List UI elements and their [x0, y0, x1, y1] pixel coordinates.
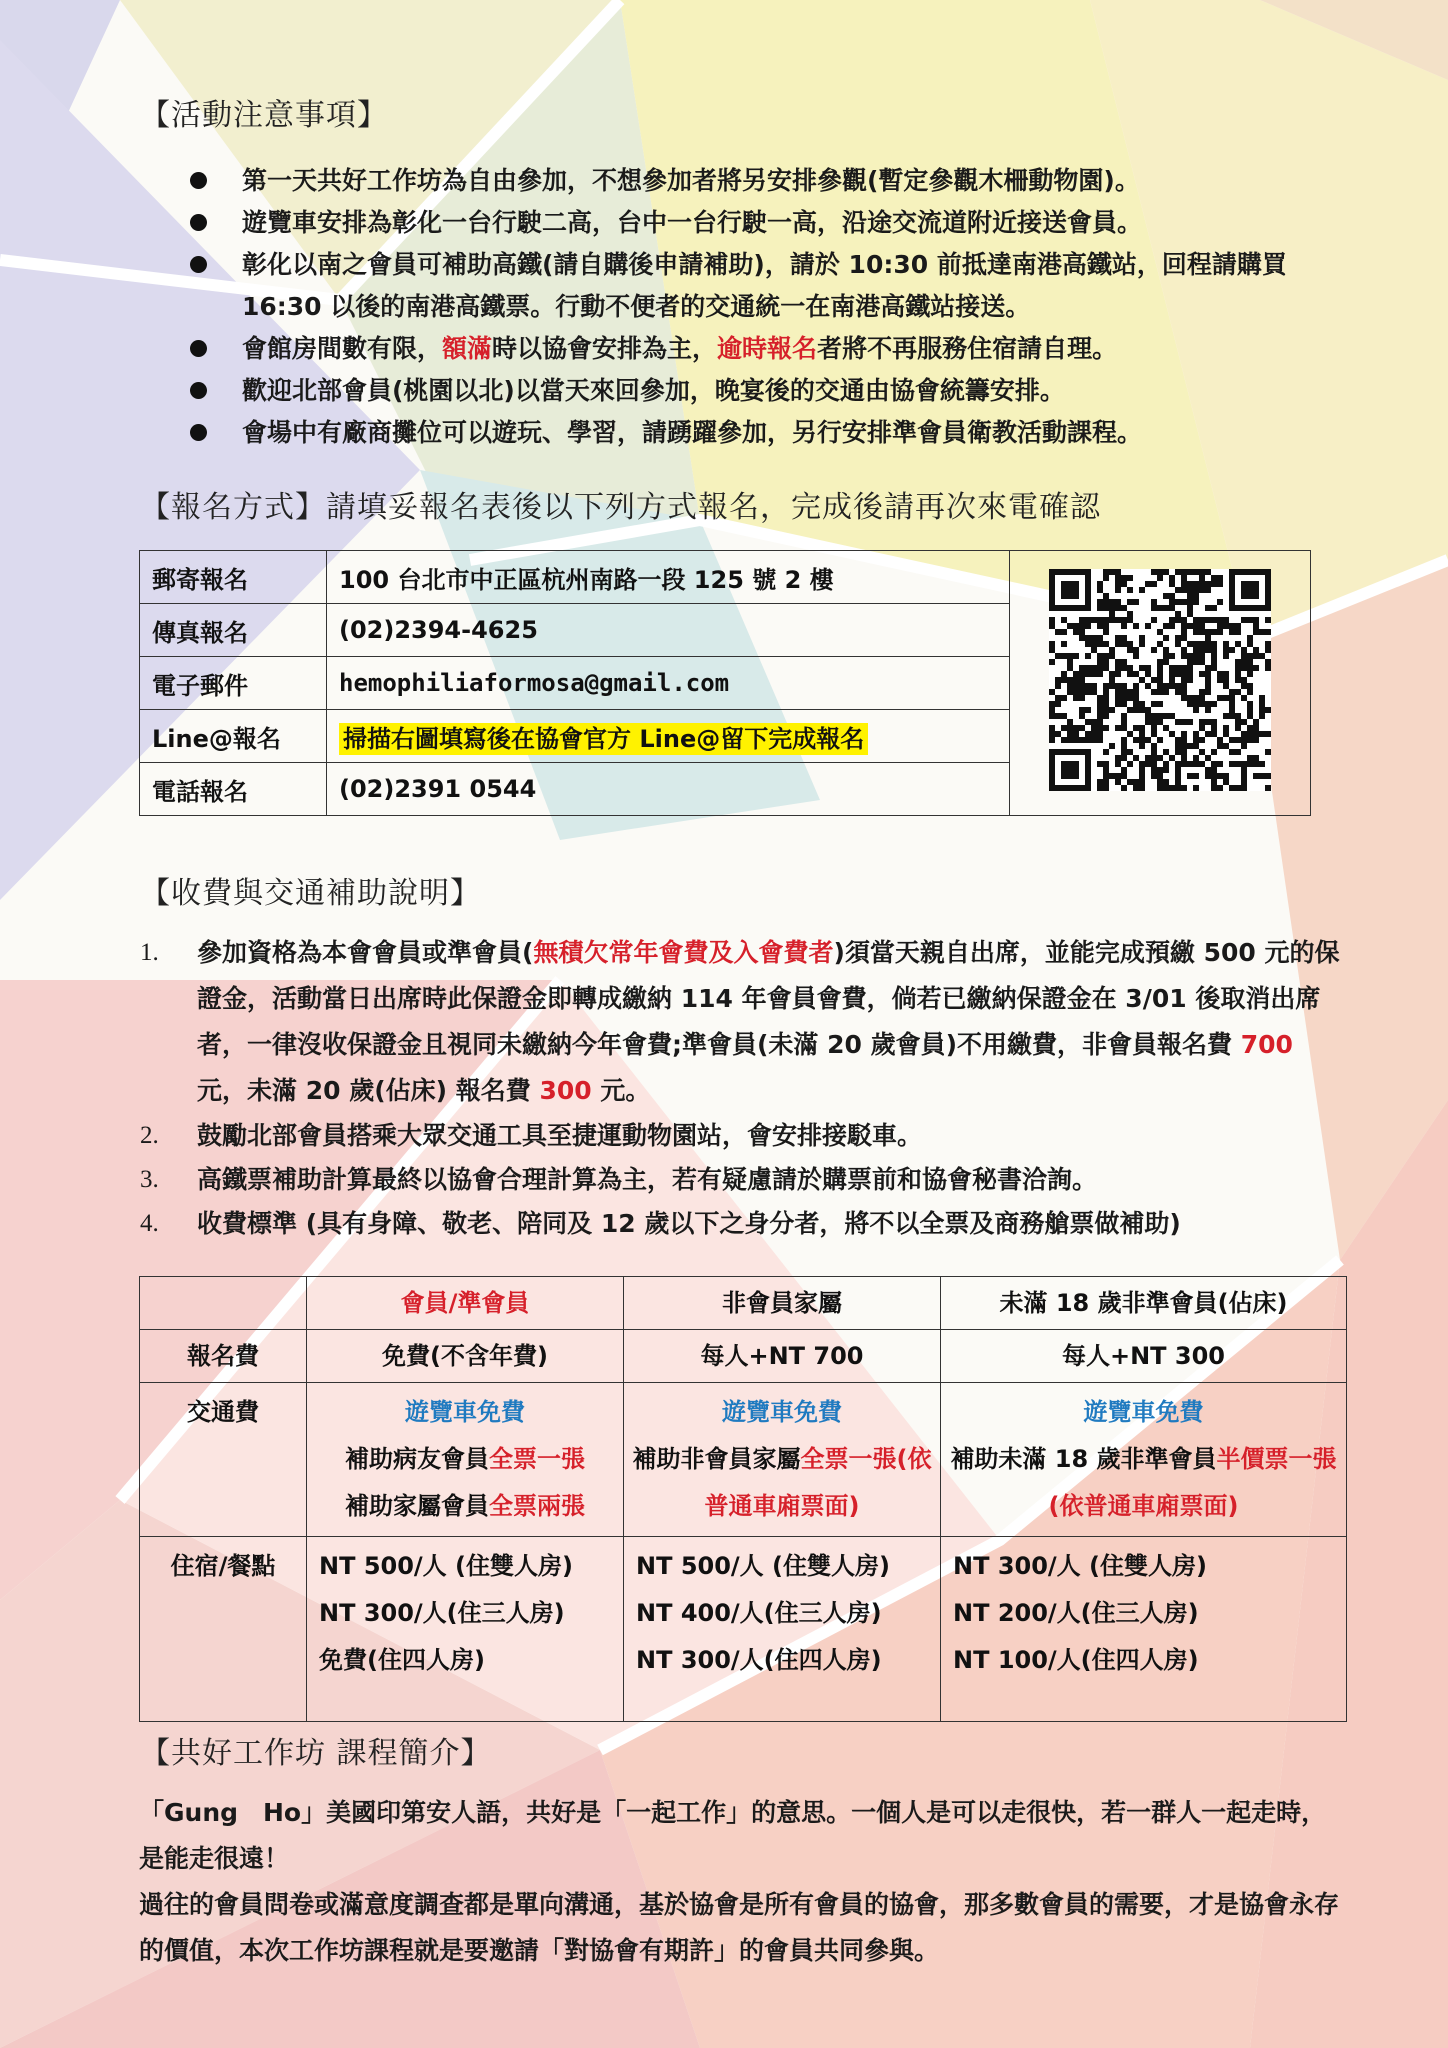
registration-table — [139, 550, 1311, 816]
notes-list — [190, 160, 1340, 454]
item-number: 1. — [140, 939, 159, 966]
notes-item: 歡迎北部會員(桃園以北)以當天來回參加，晚宴後的交通由協會統籌安排。 — [190, 370, 1340, 412]
bus-free: 遊覽車免費 — [405, 1398, 525, 1426]
transport-member — [307, 1383, 624, 1537]
fees-item: 3. 高鐵票補助計算最終以協會合理計算為主，若有疑慮請於購票前和協會秘書洽詢。 — [140, 1158, 1340, 1202]
fee-header-minor: 未滿 18 歲非準會員(佔床) — [941, 1277, 1347, 1330]
reg-value-fax: (02)2394-4625 — [327, 604, 1010, 657]
fee-table-header — [140, 1277, 1347, 1330]
fees-item: 4. 收費標準 (具有身障、敬老、陪同及 12 歲以下之身分者，將不以全票及商務艙票做補助) — [140, 1202, 1340, 1246]
notes-item: 遊覽車安排為彰化一台行駛二高，台中一台行駛一高，沿途交流道附近接送會員。 — [190, 202, 1340, 244]
notes-heading: 【活動注意事項】 — [140, 98, 388, 133]
notes-item: 會場中有廠商攤位可以遊玩、學習，請踴躍參加，另行安排準會員衛教活動課程。 — [190, 412, 1340, 454]
lodging-line: NT 400/人(住三人房) — [636, 1599, 882, 1627]
lodging-line: NT 300/人(住三人房) — [319, 1599, 565, 1627]
reg-label-line: Line@報名 — [140, 710, 327, 763]
lodging-line: NT 500/人 (住雙人房) — [319, 1552, 573, 1580]
lodging-line: 免費(住四人房) — [319, 1646, 485, 1674]
fee-table — [139, 1276, 1347, 1722]
fee-cell: 免費(不含年費) — [307, 1330, 624, 1383]
registration-subtitle: 請填妥報名表後以下列方式報名，完成後請再次來電確認 — [326, 490, 1101, 525]
reg-value-line: 掃描右圖填寫後在協會官方 Line@留下完成報名 — [339, 723, 868, 755]
lodging-line: NT 100/人(住四人房) — [953, 1646, 1199, 1674]
lodging-line: NT 300/人 (住雙人房) — [953, 1552, 1207, 1580]
bullet-icon — [190, 424, 207, 441]
registration-title: 【報名方式】 — [140, 490, 326, 525]
lodging-minor — [941, 1537, 1347, 1722]
bus-free: 遊覽車免費 — [1083, 1398, 1204, 1426]
fee-row-transport — [140, 1383, 1347, 1537]
registration-heading — [140, 482, 1101, 526]
lodging-family — [624, 1537, 941, 1722]
workshop-paragraph-2: 過往的會員問卷或滿意度調查都是單向溝通，基於協會是所有會員的協會，那多數會員的需要，才是協會永存的價值，本次工作坊課程就是要邀請「對協會有期許」的會員共同參與。 — [139, 1890, 1340, 1965]
fees-item: 1. 參加資格為本會會員或準會員(無積欠常年會費及入會費者)須當天親自出席，並能完成預繳 500 元的保證金，活動當日出席時此保證金即轉成繳納 114 年會員會費，倘若已繳納保證金在 3/01 後取消出席者，一律沒收保證金且視同未繳納今年會費;準會員(未滿 20 歲會員)不用繳費，非會員報名費 700 元，未滿 20 歲(佔床) 報名費 300 元。 — [140, 930, 1340, 1114]
reg-value-mail: 100 台北市中正區杭州南路一段 125 號 2 樓 — [327, 551, 1010, 604]
fee-header-family: 非會員家屬 — [624, 1277, 941, 1330]
reg-value-line-cell — [327, 710, 1010, 763]
fee-row-lodging — [140, 1537, 1347, 1722]
bullet-icon — [190, 340, 207, 357]
fees-list — [140, 930, 1340, 1246]
transport-line: 補助家屬會員全票兩張 — [345, 1492, 585, 1520]
lodging-line: NT 300/人(住四人房) — [636, 1646, 882, 1674]
transport-line: 補助病友會員全票一張 — [345, 1445, 585, 1473]
qr-cell — [1010, 551, 1311, 816]
fee-cell: 每人+NT 300 — [941, 1330, 1347, 1383]
reg-value-email[interactable]: hemophiliaformosa@gmail.com — [327, 657, 1010, 710]
lodging-line: NT 200/人(住三人房) — [953, 1599, 1199, 1627]
notes-item: 會館房間數有限，額滿時以協會安排為主，逾時報名者將不再服務住宿請自理。 — [190, 328, 1340, 370]
reg-label-mail: 郵寄報名 — [140, 551, 327, 604]
notes-item: 第一天共好工作坊為自由參加，不想參加者將另安排參觀(暫定參觀木柵動物園)。 — [190, 160, 1340, 202]
transport-line: 補助未滿 18 歲非準會員半價票一張(依普通車廂票面) — [950, 1445, 1337, 1520]
transport-minor — [941, 1383, 1347, 1537]
transport-line: 補助非會員家屬全票一張(依普通車廂票面) — [632, 1445, 932, 1520]
fee-header-blank — [140, 1277, 307, 1330]
fees-heading: 【收費與交通補助說明】 — [140, 876, 481, 911]
workshop-heading: 【共好工作坊 課程簡介】 — [140, 1736, 492, 1771]
bullet-icon — [190, 172, 207, 189]
lodging-member — [307, 1537, 624, 1722]
item-number: 3. — [140, 1166, 159, 1193]
fee-row-label: 報名費 — [140, 1330, 307, 1383]
bullet-icon — [190, 256, 207, 273]
lodging-line: NT 500/人 (住雙人房) — [636, 1552, 890, 1580]
reg-label-fax: 傳真報名 — [140, 604, 327, 657]
item-number: 2. — [140, 1122, 159, 1149]
fee-cell: 每人+NT 700 — [624, 1330, 941, 1383]
qr-code-icon[interactable] — [1049, 569, 1271, 791]
fee-row-label: 住宿/餐點 — [140, 1537, 307, 1722]
fee-row-label: 交通費 — [140, 1383, 307, 1537]
fee-row-registration — [140, 1330, 1347, 1383]
fee-header-member: 會員/準會員 — [307, 1277, 624, 1330]
bus-free: 遊覽車免費 — [722, 1398, 842, 1426]
item-number: 4. — [140, 1210, 159, 1237]
reg-value-phone: (02)2391 0544 — [327, 763, 1010, 816]
bullet-icon — [190, 214, 207, 231]
workshop-intro — [139, 1790, 1339, 1974]
fees-item: 2. 鼓勵北部會員搭乘大眾交通工具至捷運動物園站，會安排接駁車。 — [140, 1114, 1340, 1158]
reg-label-phone: 電話報名 — [140, 763, 327, 816]
workshop-paragraph-1: 「Gung Ho」美國印第安人語，共好是「一起工作」的意思。一個人是可以走很快，若一群人一起走時，是能走很遠！ — [139, 1798, 1327, 1873]
reg-label-email: 電子郵件 — [140, 657, 327, 710]
notes-item: 彰化以南之會員可補助高鐵(請自購後申請補助)，請於 10:30 前抵達南港高鐵站，回程請購買 16:30 以後的南港高鐵票。行動不便者的交通統一在南港高鐵站接送。 — [190, 244, 1340, 328]
transport-family — [624, 1383, 941, 1537]
bullet-icon — [190, 382, 207, 399]
